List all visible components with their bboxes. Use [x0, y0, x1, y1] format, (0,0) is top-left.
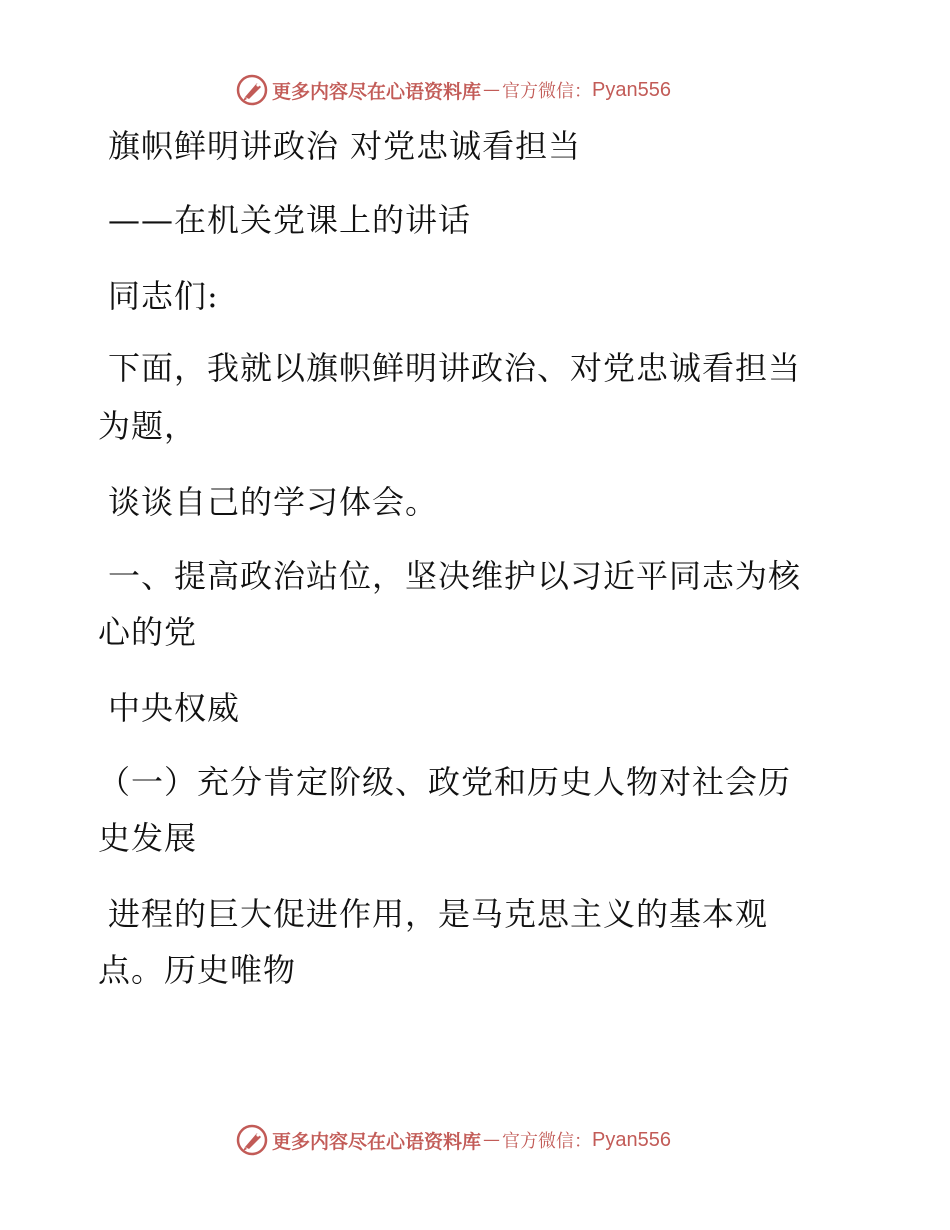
watermark-text: 更多内容尽在心语资料库 — [272, 80, 482, 103]
heading-1-line-3: 中央权威 — [108, 689, 241, 727]
pen-logo-icon — [236, 1124, 268, 1156]
heading-1-line-2: 心的党 — [98, 613, 198, 651]
watermark-wechat-id: Pyan556 — [592, 1128, 671, 1151]
watermark-text: 更多内容尽在心语资料库 — [272, 1130, 482, 1153]
subheading-1-line-3: 进程的巨大促进作用，是马克思主义的基本观 — [108, 895, 769, 933]
watermark-wechat-label: 官方微信： — [502, 81, 593, 102]
greeting: 同志们: — [108, 277, 219, 315]
watermark-separator: — — [483, 80, 501, 100]
heading-1-line-1: 一、提高政治站位，坚决维护以习近平同志为核 — [108, 557, 802, 595]
watermark-wechat-label: 官方微信： — [502, 1131, 593, 1152]
paragraph-2: 谈谈自己的学习体会。 — [108, 483, 439, 521]
watermark-separator: — — [483, 1130, 501, 1150]
watermark-wechat-id: Pyan556 — [592, 78, 671, 101]
subheading-1-line-2: 史发展 — [98, 819, 198, 857]
subheading-1-line-1: （一）充分肯定阶级、政党和历史人物对社会历 — [98, 763, 792, 801]
subheading-1-line-4: 点。历史唯物 — [98, 951, 297, 989]
paragraph-1-line-2: 为题， — [98, 407, 198, 445]
document-title: 旗帜鲜明讲政治 对党忠诚看担当 — [108, 127, 582, 165]
paragraph-1-line-1: 下面，我就以旗帜鲜明讲政治、对党忠诚看担当 — [108, 349, 802, 387]
document-subtitle: ——在机关党课上的讲话 — [108, 201, 472, 239]
watermark-banner-bottom — [236, 1122, 716, 1158]
